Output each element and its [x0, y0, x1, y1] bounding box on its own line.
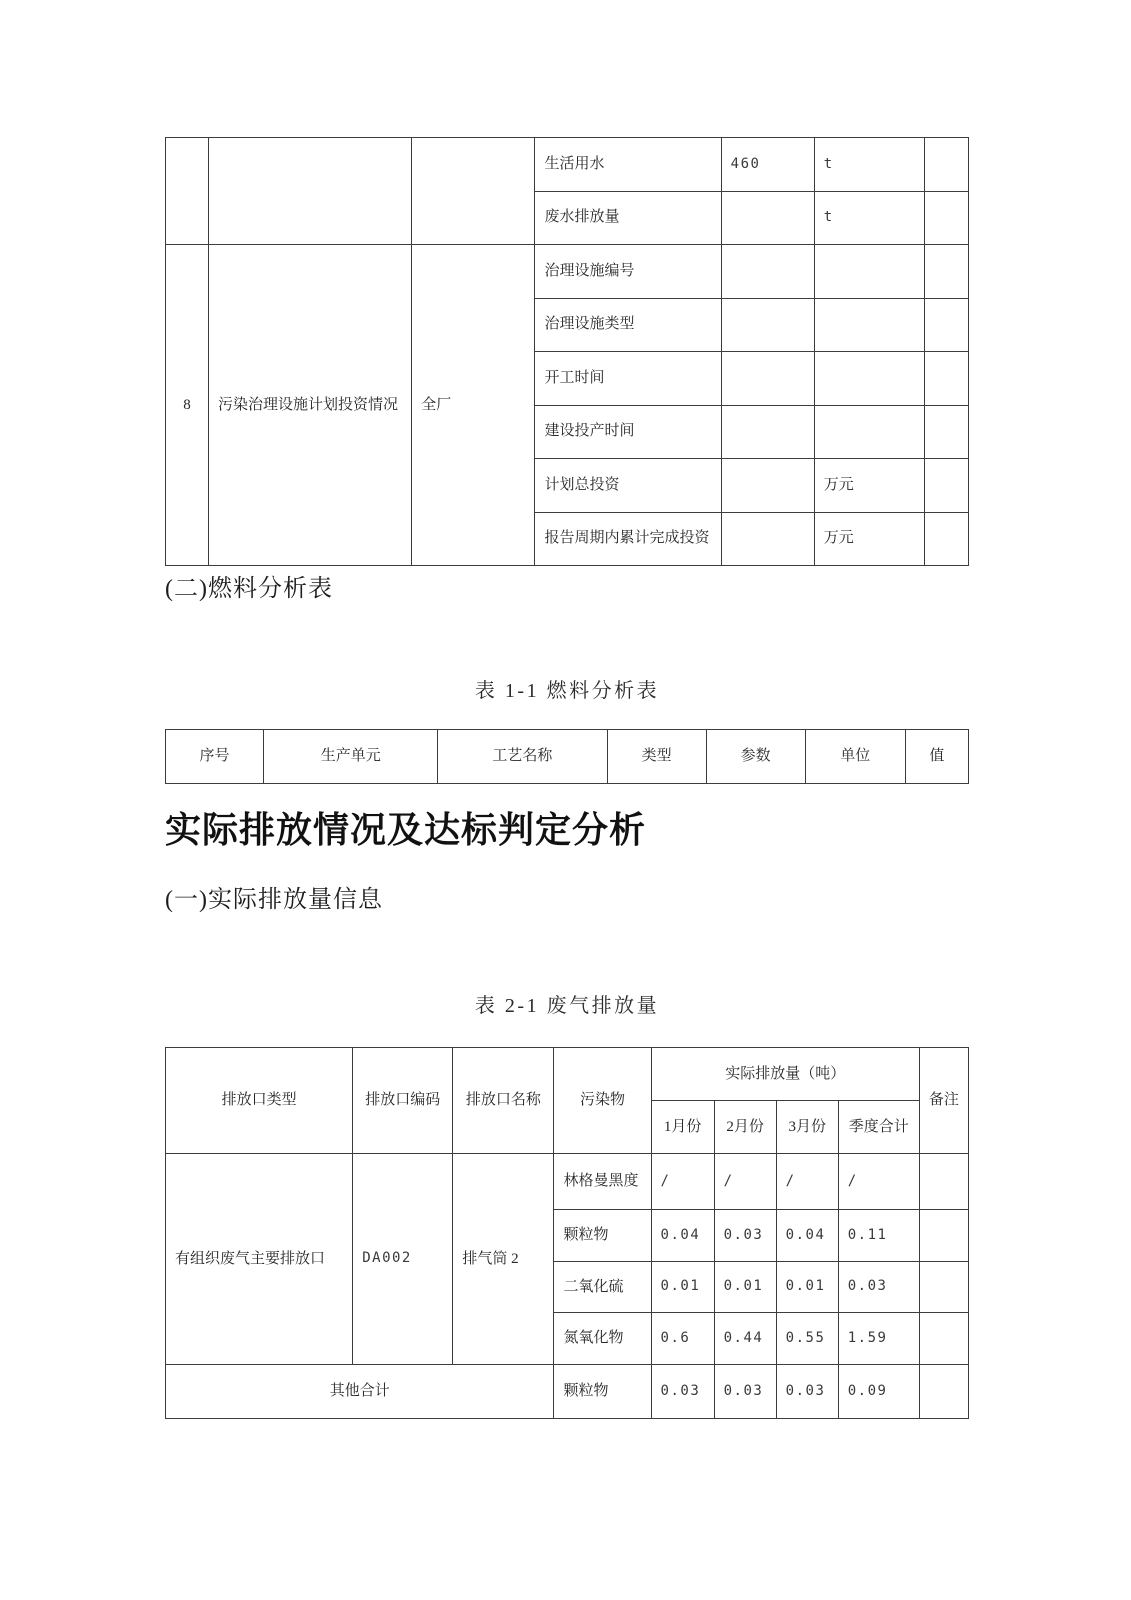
remark-cell	[919, 1210, 968, 1262]
pollutant-cell: 二氧化硫	[554, 1262, 651, 1313]
cell-unit	[814, 352, 924, 406]
month-value-cell: 0.03	[714, 1365, 776, 1419]
section-heading-fuel: (二)燃料分析表	[165, 576, 333, 602]
quarter-total-cell: 0.09	[838, 1365, 919, 1419]
scope-cell	[412, 138, 535, 245]
col-header: 序号	[166, 730, 264, 784]
cell-label: 建设投产时间	[535, 405, 721, 459]
cell-extra	[924, 512, 968, 566]
cell-extra	[924, 191, 968, 245]
cell-label: 治理设施类型	[535, 298, 721, 352]
cell-value	[721, 459, 814, 513]
seq-cell: 8	[166, 245, 209, 566]
col-header: 单位	[805, 730, 905, 784]
month-value-cell: 0.01	[714, 1262, 776, 1313]
cell-value	[721, 245, 814, 299]
pollutant-cell: 颗粒物	[554, 1365, 651, 1419]
cell-label: 报告周期内累计完成投资	[535, 512, 721, 566]
cell-unit: 万元	[814, 459, 924, 513]
col-header-outlet-code: 排放口编码	[353, 1048, 453, 1154]
col-header-actual-amount: 实际排放量（吨）	[651, 1048, 919, 1101]
main-heading: 实际排放情况及达标判定分析	[165, 810, 647, 850]
cell-value	[721, 191, 814, 245]
item-cell	[209, 138, 412, 245]
waste-gas-emission-table	[165, 1047, 969, 1419]
cell-unit: 万元	[814, 512, 924, 566]
pollutant-cell: 林格曼黑度	[554, 1154, 651, 1210]
cell-label: 废水排放量	[535, 191, 721, 245]
cell-unit	[814, 298, 924, 352]
col-header-month: 季度合计	[838, 1101, 919, 1154]
outlet-name-cell: 排气筒 2	[453, 1154, 554, 1365]
emission-table-caption: 表 2-1 废气排放量	[474, 995, 660, 1017]
outlet-type-cell: 有组织废气主要排放口	[166, 1154, 353, 1365]
cell-unit: t	[814, 138, 924, 192]
cell-extra	[924, 245, 968, 299]
cell-value	[721, 512, 814, 566]
month-value-cell: /	[651, 1154, 714, 1210]
fuel-table-caption: 表 1-1 燃料分析表	[474, 680, 660, 702]
cell-extra	[924, 138, 968, 192]
month-value-cell: 0.55	[776, 1313, 838, 1365]
col-header-month: 3月份	[776, 1101, 838, 1154]
col-header: 生产单元	[264, 730, 438, 784]
month-value-cell: /	[714, 1154, 776, 1210]
col-header-month: 1月份	[651, 1101, 714, 1154]
cell-unit: t	[814, 191, 924, 245]
month-value-cell: 0.04	[651, 1210, 714, 1262]
remark-cell	[919, 1154, 968, 1210]
cell-label: 开工时间	[535, 352, 721, 406]
cell-value: 460	[721, 138, 814, 192]
cell-label: 生活用水	[535, 138, 721, 192]
month-value-cell: 0.01	[651, 1262, 714, 1313]
pollutant-cell: 氮氧化物	[554, 1313, 651, 1365]
cell-value	[721, 405, 814, 459]
month-value-cell: 0.03	[714, 1210, 776, 1262]
facility-investment-table	[165, 137, 969, 566]
cell-unit	[814, 405, 924, 459]
month-value-cell: 0.04	[776, 1210, 838, 1262]
cell-label: 计划总投资	[535, 459, 721, 513]
remark-cell	[919, 1313, 968, 1365]
pollutant-cell: 颗粒物	[554, 1210, 651, 1262]
quarter-total-cell: 0.11	[838, 1210, 919, 1262]
scope-cell: 全厂	[412, 245, 535, 566]
col-header: 工艺名称	[438, 730, 607, 784]
fuel-analysis-table	[165, 729, 969, 784]
quarter-total-cell: 1.59	[838, 1313, 919, 1365]
col-header: 类型	[607, 730, 706, 784]
outlet-code-cell: DA002	[353, 1154, 453, 1365]
remark-cell	[919, 1365, 968, 1419]
col-header-pollutant: 污染物	[554, 1048, 651, 1154]
cell-extra	[924, 405, 968, 459]
section-heading-actual-emission: (一)实际排放量信息	[165, 887, 383, 913]
seq-cell	[166, 138, 209, 245]
col-header-outlet-type: 排放口类型	[166, 1048, 353, 1154]
col-header-month: 2月份	[714, 1101, 776, 1154]
quarter-total-cell: /	[838, 1154, 919, 1210]
col-header: 参数	[706, 730, 805, 784]
other-total-cell: 其他合计	[166, 1365, 554, 1419]
month-value-cell: 0.44	[714, 1313, 776, 1365]
cell-extra	[924, 459, 968, 513]
month-value-cell: 0.03	[776, 1365, 838, 1419]
col-header-outlet-name: 排放口名称	[453, 1048, 554, 1154]
item-cell: 污染治理设施计划投资情况	[209, 245, 412, 566]
month-value-cell: 0.03	[651, 1365, 714, 1419]
cell-unit	[814, 245, 924, 299]
col-header-remark: 备注	[919, 1048, 968, 1154]
col-header: 值	[905, 730, 968, 784]
month-value-cell: 0.01	[776, 1262, 838, 1313]
remark-cell	[919, 1262, 968, 1313]
month-value-cell: 0.6	[651, 1313, 714, 1365]
month-value-cell: /	[776, 1154, 838, 1210]
cell-label: 治理设施编号	[535, 245, 721, 299]
cell-value	[721, 352, 814, 406]
cell-extra	[924, 352, 968, 406]
cell-extra	[924, 298, 968, 352]
quarter-total-cell: 0.03	[838, 1262, 919, 1313]
cell-value	[721, 298, 814, 352]
